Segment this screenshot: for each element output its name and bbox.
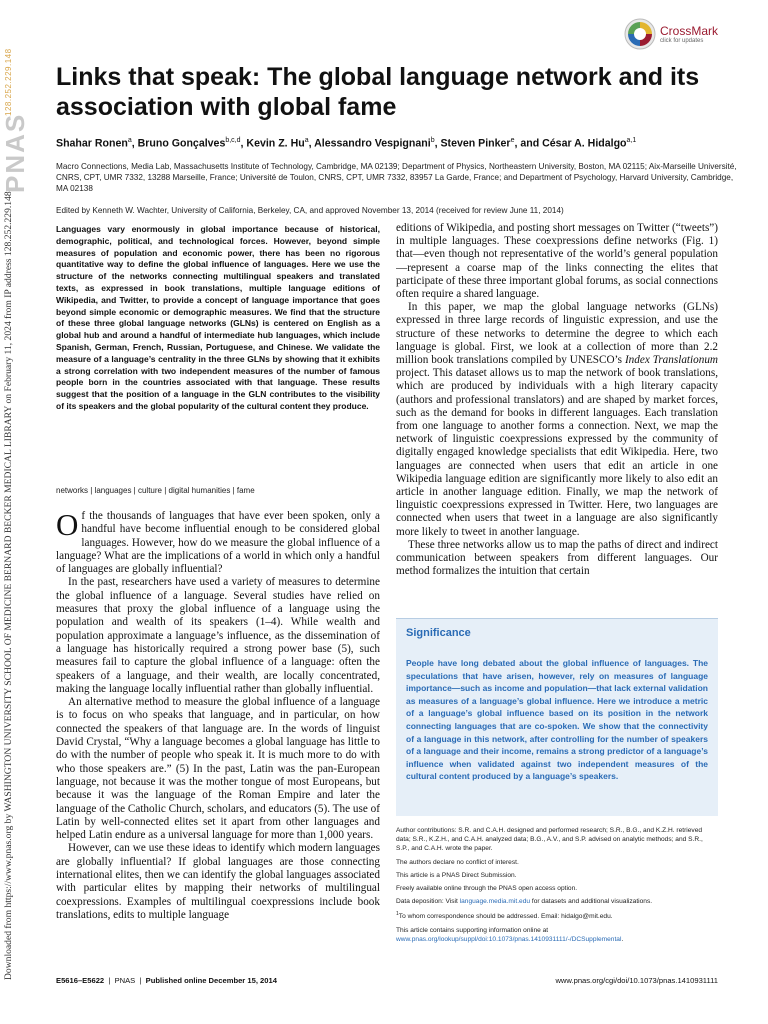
page-footer <box>56 976 718 990</box>
editor-line: Edited by Kenneth W. Wachter, University of California, Berkeley, CA, and approved November 13, 2014 (received for review June 11, 2014) <box>56 206 564 215</box>
deposition-suffix: for datasets and additional visualizations. <box>530 898 653 906</box>
author-name: Shahar Ronen <box>56 137 128 150</box>
body-paragraph-text: project. This dataset allows us to map the network of book translations, which are produced by individuals with a high literary capacity (authors and professional translators) and are shaped by market forces, such as the demand for books in different languages. Each translation from one language to another forms a connection. Next, we map the network of linguistic coexpressions expressed by the community of digitally engaged knowledge specialists that edit Wikipedia. Here, two languages are connected when users that edit an article in one Wikipedia language edition are significantly more likely to also edit an article in another language edition. Finally, we map the network of linguistic coexpressions expressed in Twitter. Here, two languages are connected when users that tweet in a language are also significantly more likely to tweet in another language. <box>396 367 718 538</box>
affiliations: Macro Connections, Media Lab, Massachusetts Institute of Technology, Cambridge, MA 02139; Department of Physics, Northeastern University, Boston, MA 02115; Aix-Marseille Université, CNRS, CPT, UMR 7332, 13288 Marseille, France; Université de Toulon, CNRS, CPT, UMR 7332, 83957 La Garde, France; and Department of Psychology, Harvard University, Cambridge, MA 02138 <box>56 162 737 193</box>
body-paragraph: An alternative method to measure the global influence of a language is to focus on who speaks that language, and in particular, on how connected the speakers of that language are. In the words of linguist David Crystal, “Why a language becomes a global language has little to do with the number of people who speak it. It is much more to do with who those speakers are.” (5) In the past, Latin was the pan-European language, not because it was the mother tongue of most Europeans, but because it was the language of the Roman Empire and later the language of the Catholic Church, scholars, and educators (5). The use of Latin by well-connected elites set it apart from other languages and helped Latin endure as a universal language for more than 1,000 years. <box>56 696 380 842</box>
download-watermark: Downloaded from https://www.pnas.org by WASHINGTON UNIVERSITY SCHOOL OF MEDICINE BERNARD BECKER MEDICAL LIBRARY on February 11, 2024 from IP address 128.252.229.148. <box>3 188 14 980</box>
article-notes <box>396 826 718 948</box>
direct-submission-note: This article is a PNAS Direct Submission. <box>396 871 517 879</box>
deposition-prefix: Data deposition: Visit <box>396 898 460 906</box>
body-column-right <box>396 222 718 612</box>
author-affiliation-mark: a <box>127 137 132 144</box>
supporting-info-link[interactable]: www.pnas.org/lookup/suppl/doi:10.1073/pnas.1410931111/-/DCSupplemental <box>396 936 622 944</box>
body-paragraph <box>56 510 380 576</box>
author-affiliation-mark: b,c,d <box>225 137 241 144</box>
supporting-info-note <box>396 926 718 944</box>
significance-title: Significance <box>406 627 471 639</box>
keywords: networks | languages | culture | digital humanities | fame <box>56 486 255 495</box>
crossmark-badge[interactable] <box>624 16 734 52</box>
author-name: Bruno Gonçalves <box>137 137 226 150</box>
supporting-suffix: . <box>621 936 624 944</box>
body-paragraph: editions of Wikipedia, and posting short messages on Twitter (“tweets”) in multiple languages. These coexpressions define networks (Fig. 1) that—even though not representative of the world’s general population—represent a coarse map of the links connecting the elites that participate of these three important global forums, as social connections often require a shared language. <box>396 222 718 301</box>
correspondence-text: To whom correspondence should be addressed. Email: hidalgo@mit.edu. <box>398 913 613 921</box>
significance-box <box>396 618 718 816</box>
pnas-logo: PNAS <box>0 112 30 194</box>
journal-name: PNAS <box>114 976 136 985</box>
page-range: E5616–E5622 <box>56 976 105 985</box>
author-name: Steven Pinker <box>440 137 511 150</box>
open-access-note: Freely available online through the PNAS open access option. <box>396 885 578 893</box>
body-paragraph-text: In this paper, we map the global language networks (GLNs) expressed in three large records of linguistic expression, and use the structure of these networks to determine the degree to which each language is global. First, we look at a collection of more than 2.2 million book translations compiled by UNESCO’s <box>396 301 718 367</box>
abstract: Languages vary enormously in global importance because of historical, demographic, political, and technological forces. However, beyond simple measures of population and economic power, there has been no rigorous quantitative way to define the global influence of languages. Here we use the structure of the networks connecting multilingual speakers and translated texts, as expressed in book translations, multiple language editions of Wikipedia, and Twitter, to provide a concept of language importance that goes beyond simple economic or demographic measures. We find that the structure of these three global language networks (GLNs) is centered on English as a global hub and around a handful of intermediate hub languages, which include Spanish, German, French, Russian, Portuguese, and Chinese. We validate the measure of a language’s centrality in the three GLNs by showing that it exhibits a strong correlation with two independent measures of the number of famous people born in the countries associated with that language. These results suggest that the position of a language in the GLN contributes to the visibility of its speakers and the global popularity of the cultural content they produce. <box>56 224 380 411</box>
crossmark-name: CrossMark <box>660 23 719 38</box>
significance-text: People have long debated about the global influence of languages. The speculations that have arisen, however, rely on measures of language importance—such as income and population—that lack external validation as measures of a language’s global influence. Here we introduce a metric of a language’s global influence based on its position in the network connecting languages that are co-spoken. We show that the connectivity of a language in this network, after controlling for the number of speakers of a language and their income, remains a strong predictor of a language’s influence when validated against two independent measures of the cultural content produced by a language’s speakers. <box>406 658 708 782</box>
author-name: Alessandro Vespignani <box>314 137 431 150</box>
correspondence-note: $^1$To whom correspondence should be addressed. Email: hidalgo@mit.edu. <box>396 911 613 921</box>
crossmark-subtitle: click for updates <box>660 37 704 44</box>
author-affiliation-mark: e <box>510 137 515 144</box>
body-paragraph-text: f the thousands of languages that have ever been spoken, only a handful have become influential enough to be considered global languages. However, how do we measure the global influence of a language? What are the implications of a world in which only a handful of languages are globally influential? <box>56 510 380 576</box>
crossmark-icon <box>624 18 656 50</box>
author-affiliation-mark: a <box>304 137 309 144</box>
author-affiliation-mark: a,1 <box>626 137 637 144</box>
published-date: Published online December 15, 2014 <box>145 976 277 985</box>
body-paragraph <box>396 301 718 539</box>
data-deposition-note <box>396 897 718 906</box>
dataset-link[interactable]: language.media.mit.edu <box>459 898 531 906</box>
author-contributions: Author contributions: S.R. and C.A.H. designed and performed research; S.R., B.G., and K.Z.H. retrieved data; S.R., K.Z.H., and C.A.H. analyzed data; B.G., A.V., and S.P. advised on analytic methods; and S.R., S.P., and C.A.H. wrote the paper. <box>396 827 703 853</box>
body-paragraph: In the past, researchers have used a variety of measures to determine the global influence of a language. Several studies have relied on measures that proxy the global influence of a language using the population and wealth of its speakers (1–4). While wealth and population approximate a language’s influence, as the dissemination of a language has historically required a strong power base (5), such measures fail to capture the global influence of a language: often the speakers of a language, and their wealth, are locally concentrated, making the language locally influential rather than globally influential. <box>56 576 380 695</box>
author-name: César A. Hidalgo <box>542 137 627 150</box>
footer-citation: E5616–E5622 | PNAS | Published online December 15, 2014 <box>56 976 277 985</box>
doi-url[interactable]: www.pnas.org/cgi/doi/10.1073/pnas.1410931111 <box>555 976 718 985</box>
body-paragraph: However, can we use these ideas to identify which modern languages are globally influential? If global languages are those connecting international elites, then we can identify the global languages associated with particular elites by mapping their networks of multilingual coexpressions. Examples of multilingual coexpressions include book translations, edits to multiple language <box>56 842 380 921</box>
drop-cap: O <box>56 510 79 542</box>
index-translationum-italic: Index Translationum <box>624 354 718 367</box>
conflict-statement: The authors declare no conflict of interest. <box>396 858 519 866</box>
article-title: Links that speak: The global language network and its association with global fame <box>56 63 700 121</box>
body-column-left <box>56 510 380 955</box>
supporting-prefix: This article contains supporting information online at <box>396 926 549 934</box>
author-affiliation-mark: b <box>430 137 435 144</box>
author-name: Kevin Z. Hu <box>246 137 305 150</box>
author-list: Shahar Ronen$^a$, Bruno Gonçalves$^{b,c,d}$, Kevin Z. Hu$^a$, Alessandro Vespignani$^b$, Steven Pinker$^e$, and César A. Hidalgo$^{a,1}$ <box>56 137 637 150</box>
body-paragraph: These three networks allow us to map the paths of direct and indirect communication between speakers from different languages. Our method formalizes the intuition that certain <box>396 538 718 578</box>
edge-ip-number: 128.252.229.148 <box>4 48 13 116</box>
